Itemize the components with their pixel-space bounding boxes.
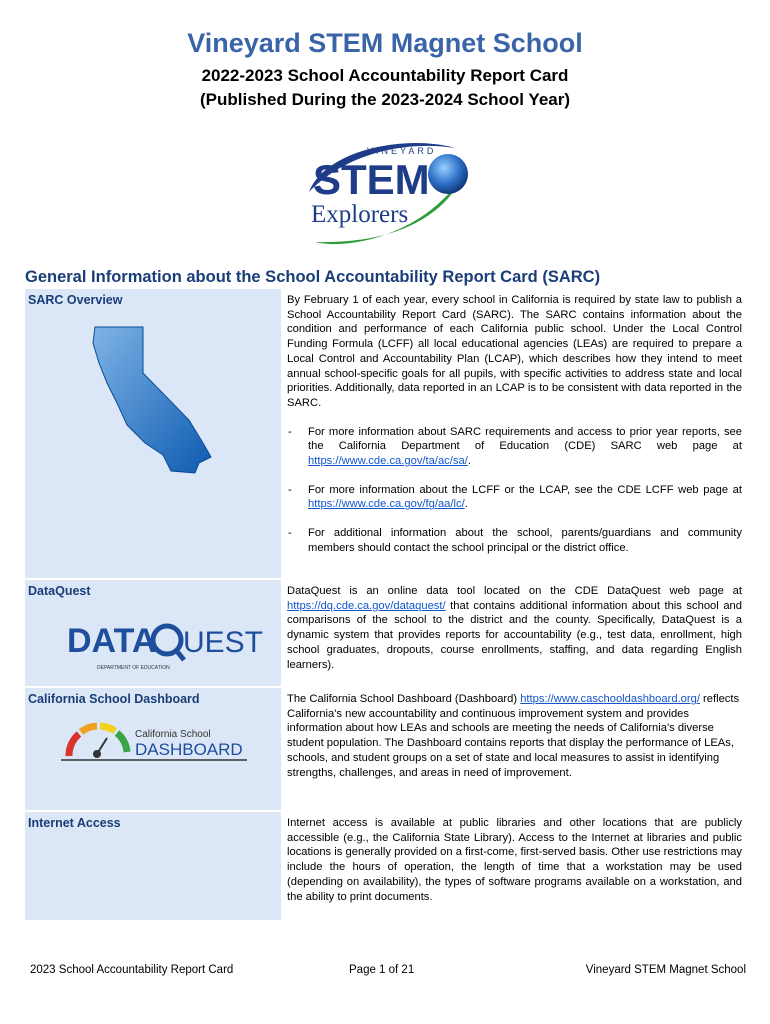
dataquest-row (25, 580, 746, 686)
internet-access-label: Internet Access (28, 816, 121, 830)
svg-text:UEST: UEST (183, 626, 264, 659)
sarc-web-page-link[interactable]: https://www.cde.ca.gov/ta/ac/sa/ (308, 455, 468, 468)
internet-access-row (25, 812, 746, 920)
svg-text:DEPARTMENT OF EDUCATION: DEPARTMENT OF EDUCATION (97, 665, 170, 671)
section-heading: General Information about the School Accountability Report Card (SARC) (25, 268, 601, 286)
dashboard-label: California School Dashboard (28, 692, 200, 706)
svg-text:DATA: DATA (67, 622, 157, 660)
sarc-bullet-2: - For more information about the LCFF or the LCAP, see the CDE LCFF web page at https://www.cde.ca.gov/fg/aa/lc/. (288, 483, 742, 511)
sarc-overview-intro: By February 1 of each year, every school in California is required by state law to publish a School Accountability Report Card (SARC). The SARC contains information about the condition and performance of each California public school. Under the Local Control Funding Formula (LCFF) all local educational agencies (LEAs) are required to prepare a Local Control and Accountability Plan (LCAP), which describes how they intend to meet annual school-specific goals for all pupils, with specific activities to address state and local priorities. Additionally, data reported in an LCAP is to be consistent with data reported in the SARC. (287, 294, 742, 409)
footer-school-name: Vineyard STEM Magnet School (585, 964, 746, 976)
dashboard-row (25, 688, 746, 810)
svg-text:DASHBOARD: DASHBOARD (135, 740, 243, 759)
logo-top-word: VINEYARD (367, 146, 437, 156)
internet-access-label-cell (25, 812, 281, 920)
school-name: Vineyard STEM Magnet School (187, 28, 583, 58)
dataquest-label: DataQuest (28, 584, 91, 598)
stem-explorers-logo (305, 132, 471, 250)
sarc-overview-label: SARC Overview (28, 293, 123, 307)
dataquest-label-cell (25, 580, 281, 686)
lcff-web-page-link[interactable]: https://www.cde.ca.gov/fg/aa/lc/ (308, 498, 465, 511)
sarc-bullet-3: - For additional information about the school, parents/guardians and community members should contact the school principal or the district office. (288, 527, 742, 554)
report-title: 2022-2023 School Accountability Report Card (201, 66, 569, 85)
svg-text:California School: California School (135, 729, 211, 740)
sarc-overview-label-cell (25, 289, 281, 578)
footer-report-name: 2023 School Accountability Report Card (30, 964, 234, 976)
dataquest-content (284, 580, 746, 686)
sarc-overview-row (25, 289, 746, 578)
dataquest-logo (67, 618, 264, 674)
dashboard-logo (61, 722, 247, 762)
logo-main-word: STEM (313, 156, 430, 203)
logo-sub-word: Explorers (311, 201, 409, 228)
published-note: (Published During the 2023-2024 School Year) (199, 90, 571, 109)
internet-access-content (284, 812, 746, 920)
dashboard-label-cell (25, 688, 281, 810)
dataquest-link[interactable]: https://dq.cde.ca.gov/dataquest/ (287, 599, 446, 612)
california-map-icon (91, 325, 221, 475)
internet-access-text: Internet access is available at public libraries and other locations that are publicly accessible (e.g., the California State Library). Access to the Internet at libraries and public locations is generally provided on a first-come, first-served basis. Other use restrictions may include the hours of operation, the length of time that a workstation may be used (depending on availability), the types of software programs available on a workstation, and the ability to print documents. (287, 817, 742, 903)
sarc-bullet-1: - For more information about SARC requirements and access to prior year reports, see the California Department of Education (CDE) SARC web page at https://www.cde.ca.gov/ta/ac/sa/. (288, 425, 742, 468)
dashboard-link[interactable]: https://www.caschooldashboard.org/ (520, 693, 700, 705)
dashboard-text: The California School Dashboard (Dashboard) https://www.caschooldashboard.org/ reflects California's new accountability and continuous improvement system and provides information about how LEAs and schools are meeting the needs of California's diverse student population. The Dashboard contains reports that display the performance of LEAs, schools, and student groups on a set of state and local measures to assist in identifying strengths, challenges, and areas in need of improvement. (287, 693, 740, 779)
dataquest-text: DataQuest is an online data tool located on the CDE DataQuest web page at https://dq.cde.ca.gov/dataquest/ that contains additional information about this school and comparisons of the school to the district and the county. Specifically, DataQuest is a dynamic system that provides reports for accountability (e.g., test data, enrollment, high school graduates, dropouts, course enrollments, staffing, and data regarding English learners). (287, 585, 742, 671)
sarc-overview-content (284, 289, 746, 578)
footer-page-number: Page 1 of 21 (349, 964, 415, 976)
dashboard-content (284, 688, 746, 810)
